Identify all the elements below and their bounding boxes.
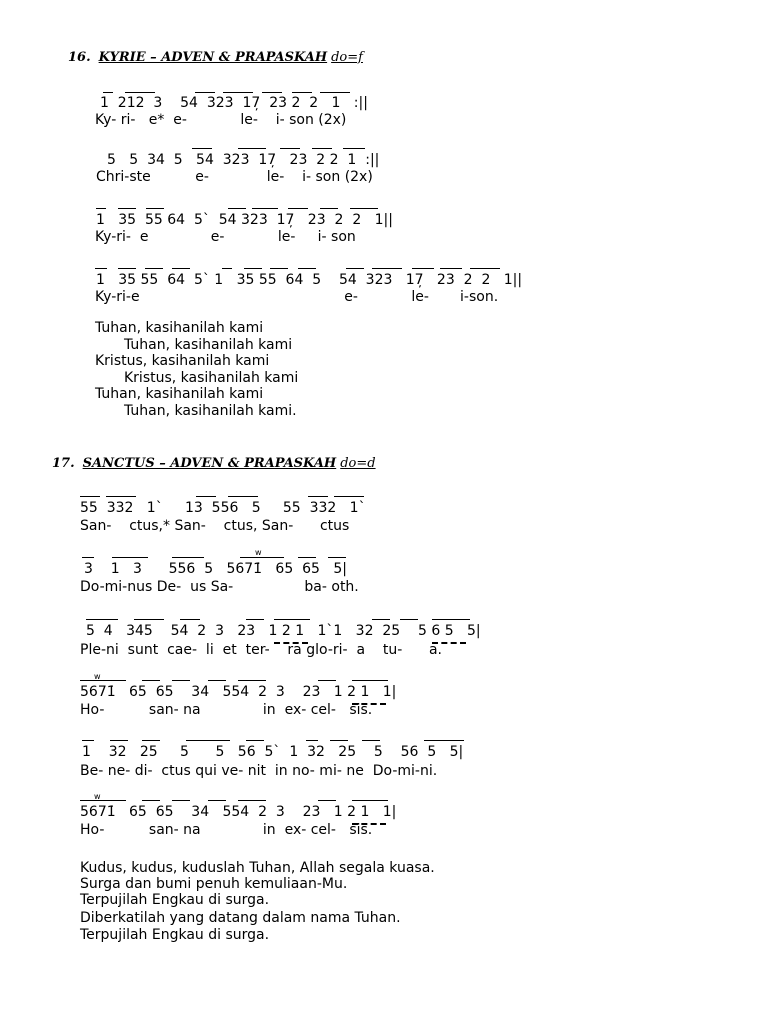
slur-mark bbox=[125, 92, 155, 93]
slur-mark bbox=[308, 496, 328, 497]
slur-mark bbox=[118, 208, 136, 209]
slur-mark bbox=[180, 619, 200, 620]
slur-mark bbox=[270, 268, 288, 269]
w-mark: w bbox=[94, 672, 101, 681]
kyrie-text-2: Tuhan, kasihanilah kami bbox=[124, 337, 293, 353]
sanctus-lyrics-4: Ho- san- na in ex- cel- sis. bbox=[80, 702, 373, 718]
slur-mark bbox=[146, 208, 164, 209]
slur-mark bbox=[172, 800, 190, 801]
slur-mark bbox=[142, 740, 160, 741]
slur-mark bbox=[352, 680, 388, 681]
sanctus-key: do=d bbox=[340, 456, 376, 471]
kyrie-lyrics-3: Ky-ri- e e- le- i- son bbox=[95, 229, 356, 245]
sanctus-title bbox=[52, 456, 376, 471]
slur-mark bbox=[95, 268, 107, 269]
slur-mark bbox=[142, 800, 160, 801]
slur-mark bbox=[400, 619, 418, 620]
slur-mark bbox=[262, 92, 282, 93]
slur-mark bbox=[352, 800, 388, 801]
slur-mark bbox=[372, 619, 390, 620]
sanctus-notes-1: 55 332 1` 13 556 5 55 332 1` bbox=[80, 500, 366, 516]
slur-mark bbox=[362, 740, 380, 741]
sanctus-notes-4: 5671̇ 65 65 34 554 2 3 23 1 2 1 1| bbox=[80, 684, 397, 700]
slur-mark bbox=[328, 557, 346, 558]
slur-mark bbox=[440, 268, 462, 269]
slur-mark bbox=[208, 680, 226, 681]
sanctus-lyrics-6: Ho- san- na in ex- cel- sis. bbox=[80, 822, 373, 838]
slur-mark bbox=[372, 268, 402, 269]
sanctus-text-3: Terpujilah Engkau di surga. bbox=[80, 892, 270, 908]
slur-mark bbox=[238, 800, 266, 801]
slur-mark bbox=[142, 680, 160, 681]
sanctus-notes-6: 5671̇ 65 65 34 554 2 3 23 1 2 1 1| bbox=[80, 804, 397, 820]
slur-mark bbox=[80, 680, 126, 681]
sanctus-title-text: SANCTUS – ADVEN & PRAPASKAH bbox=[82, 456, 337, 471]
slur-mark bbox=[334, 496, 364, 497]
slur-mark bbox=[330, 740, 348, 741]
slur-mark bbox=[195, 92, 215, 93]
slur-mark bbox=[252, 208, 278, 209]
slur-mark bbox=[432, 619, 470, 620]
slur-mark bbox=[82, 740, 94, 741]
slur-mark bbox=[228, 208, 246, 209]
sanctus-lyrics-3: Ple-ni sunt cae- li et ter- ra glo-ri- a tu- a. bbox=[80, 642, 442, 658]
sanctus-text-1: Kudus, kudus, kuduslah Tuhan, Allah segala kuasa. bbox=[80, 860, 435, 876]
slur-mark bbox=[246, 619, 264, 620]
slur-mark bbox=[412, 268, 434, 269]
kyrie-title-text: KYRIE – ADVEN & PRAPASKAH bbox=[98, 50, 328, 65]
slur-mark bbox=[288, 208, 308, 209]
slur-mark bbox=[238, 148, 266, 149]
slur-mark bbox=[238, 680, 266, 681]
slur-mark bbox=[96, 208, 106, 209]
slur-mark bbox=[134, 619, 164, 620]
sanctus-text-5: Terpujilah Engkau di surga. bbox=[80, 927, 270, 943]
slur-mark bbox=[172, 557, 204, 558]
slur-mark bbox=[82, 557, 94, 558]
slur-mark bbox=[103, 92, 113, 93]
kyrie-text-1: Tuhan, kasihanilah kami bbox=[95, 320, 264, 336]
sanctus-lyrics-2: Do-mi-nus De- us Sa- ba- oth. bbox=[80, 579, 359, 595]
slur-mark bbox=[318, 800, 336, 801]
slur-mark bbox=[320, 208, 338, 209]
slur-mark bbox=[172, 268, 190, 269]
sanctus-lyrics-5: Be- ne- di- ctus qui ve- nit in no- mi- ne Do-mi-ni. bbox=[80, 763, 438, 779]
slur-mark bbox=[112, 557, 148, 558]
sanctus-notes-2: 3 1 3 556 5 5671̇ 65 65 5| bbox=[84, 561, 347, 577]
slur-mark bbox=[320, 92, 350, 93]
slur-mark bbox=[470, 268, 500, 269]
w-mark: w bbox=[94, 792, 101, 801]
slur-mark bbox=[274, 619, 310, 620]
kyrie-lyrics-1: Ky- ri- e* e- le- i- son (2x) bbox=[95, 112, 347, 128]
sanctus-text-2: Surga dan bumi penuh kemuliaan-Mu. bbox=[80, 876, 348, 892]
kyrie-notes-3: 1 35 55 64 5` 54 323 17̦ 23 2 2 1|| bbox=[96, 212, 393, 228]
slur-mark bbox=[298, 268, 316, 269]
slur-mark bbox=[312, 148, 332, 149]
slur-mark bbox=[86, 619, 118, 620]
kyrie-text-3: Kristus, kasihanilah kami bbox=[95, 353, 270, 369]
kyrie-text-4: Kristus, kasihanilah kami bbox=[124, 370, 299, 386]
kyrie-number: 16. bbox=[68, 50, 91, 65]
slur-mark bbox=[222, 268, 232, 269]
slur-mark bbox=[208, 800, 226, 801]
slur-mark bbox=[110, 740, 128, 741]
slur-mark bbox=[186, 740, 230, 741]
slur-mark bbox=[196, 496, 216, 497]
w-mark: w bbox=[255, 548, 262, 557]
kyrie-lyrics-4: Ky-ri-e e- le- i-son. bbox=[95, 289, 499, 305]
slur-mark bbox=[244, 268, 262, 269]
slur-mark bbox=[298, 557, 316, 558]
slur-mark bbox=[343, 148, 365, 149]
slur-mark bbox=[280, 148, 300, 149]
slur-mark bbox=[424, 740, 464, 741]
kyrie-notes-1: 1 212 3 54 323 17̦ 23 2 2 1 :|| bbox=[100, 95, 368, 111]
slur-mark bbox=[346, 268, 364, 269]
slur-mark bbox=[145, 268, 163, 269]
kyrie-text-5: Tuhan, kasihanilah kami bbox=[95, 386, 264, 402]
kyrie-text-6: Tuhan, kasihanilah kami. bbox=[124, 403, 297, 419]
slur-mark bbox=[292, 92, 312, 93]
slur-mark bbox=[306, 740, 318, 741]
sanctus-lyrics-1: San- ctus,* San- ctus, San- ctus bbox=[80, 518, 350, 534]
slur-mark bbox=[80, 800, 126, 801]
slur-mark bbox=[172, 680, 190, 681]
kyrie-lyrics-2: Chri-ste e- le- i- son (2x) bbox=[96, 169, 373, 185]
slur-mark bbox=[192, 148, 212, 149]
slur-mark bbox=[106, 496, 136, 497]
slur-mark bbox=[80, 496, 100, 497]
slur-mark bbox=[223, 92, 253, 93]
kyrie-key: do=f bbox=[331, 50, 363, 65]
slur-mark bbox=[350, 208, 378, 209]
kyrie-notes-4: 1 35 55 64 5` 1 35 55 64 5 54 323 17̦ 23 2 2 1|| bbox=[96, 272, 523, 288]
sanctus-notes-3: 5 4 345 54 2 3 23 1 2 1 1`1 32 25 5 6 5 5| bbox=[86, 623, 481, 639]
kyrie-notes-2: 5 5 34 5 54 323 17̦ 23 2 2 1 :|| bbox=[107, 152, 380, 168]
kyrie-title bbox=[68, 50, 363, 65]
slur-mark bbox=[118, 268, 136, 269]
slur-mark bbox=[240, 557, 284, 558]
slur-mark bbox=[246, 740, 264, 741]
slur-mark bbox=[228, 496, 258, 497]
sanctus-notes-5: 1 32 25 5 5 56 5` 1 32 25 5 56 5 5| bbox=[82, 744, 464, 760]
slur-mark bbox=[318, 680, 336, 681]
sanctus-text-4: Diberkatilah yang datang dalam nama Tuhan. bbox=[80, 910, 401, 926]
sanctus-number: 17. bbox=[52, 456, 75, 471]
